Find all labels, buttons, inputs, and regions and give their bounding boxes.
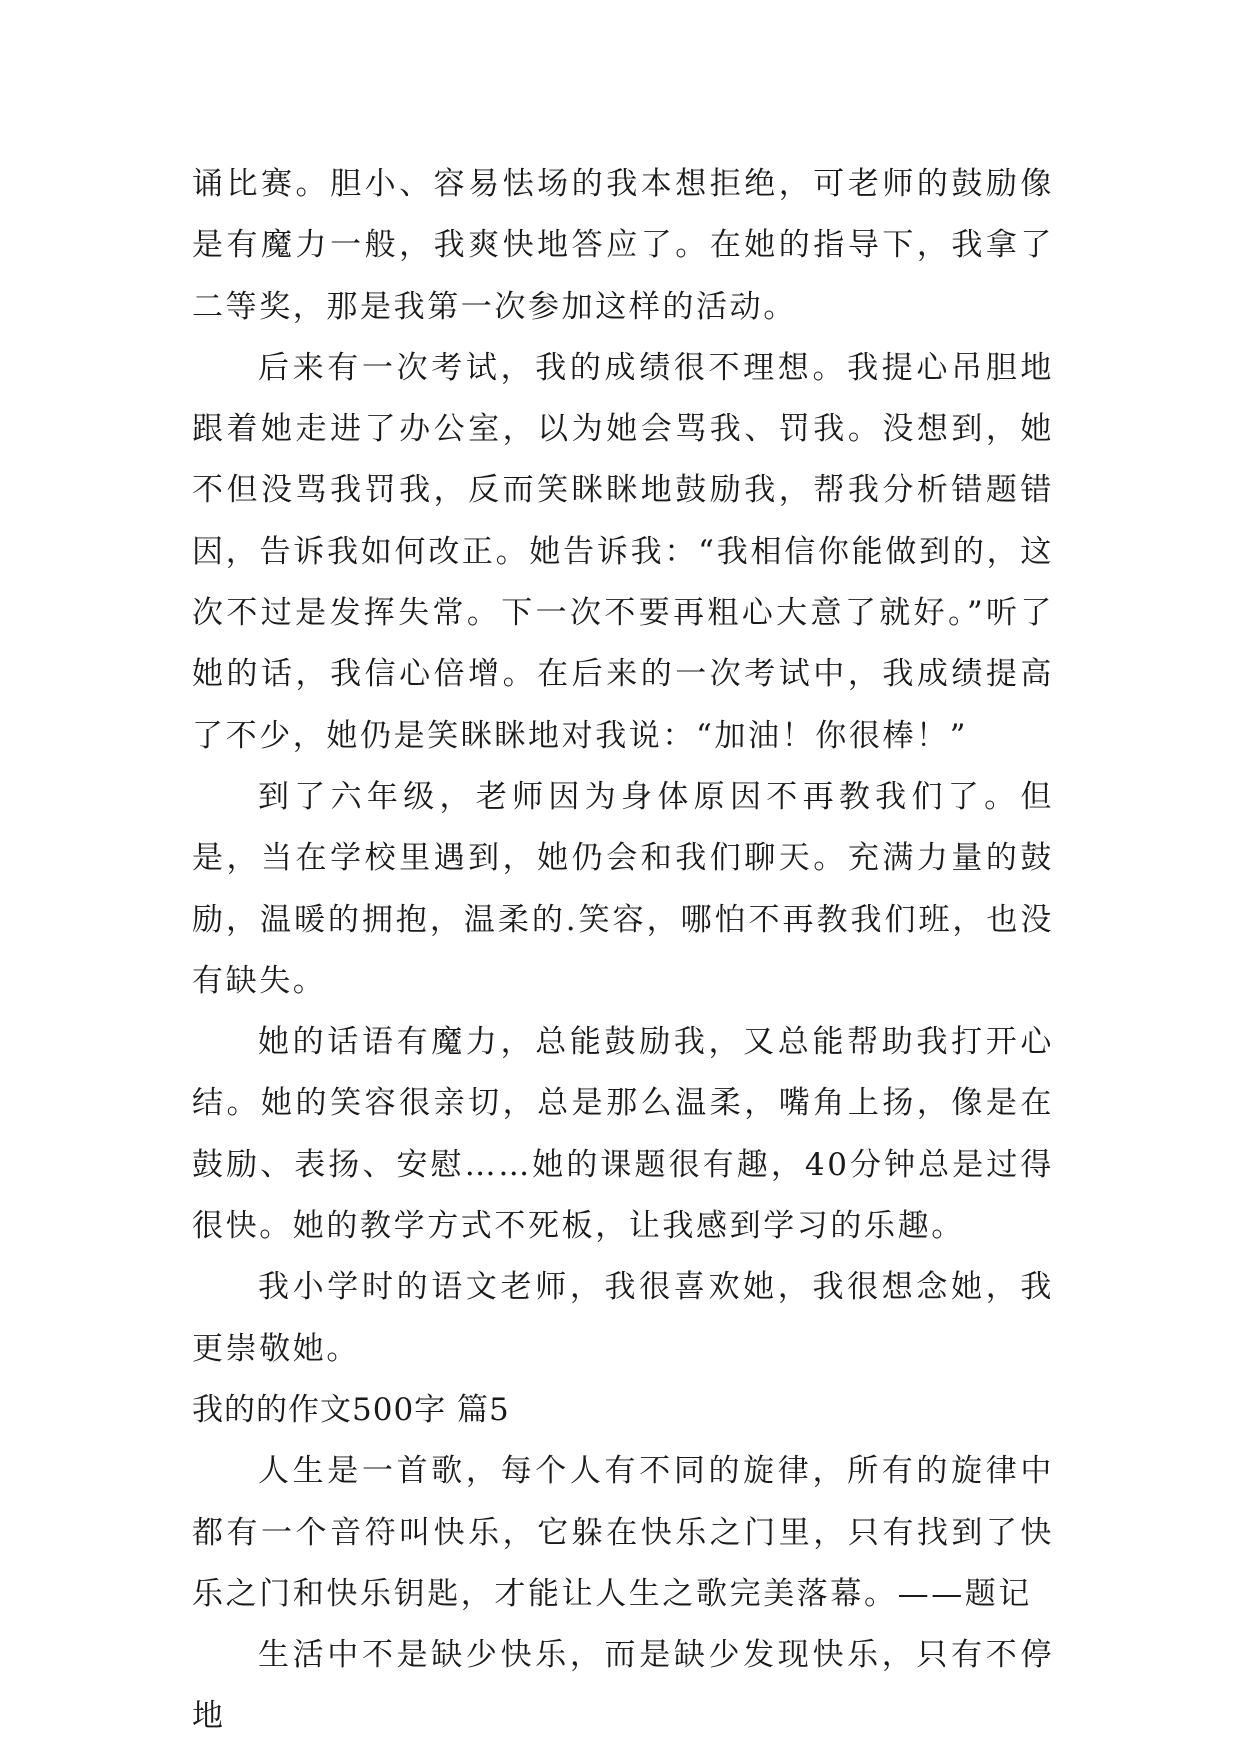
- paragraph-6: 人生是一首歌，每个人有不同的旋律，所有的旋律中都有一个音符叫快乐，它躲在快乐之门里，只有找到了快乐之门和快乐钥匙，才能让人生之歌完美落幕。——题记: [192, 1453, 1054, 1612]
- paragraph-1: 诵比赛。胆小、容易怯场的我本想拒绝，可老师的鼓励像是有魔力一般，我爽快地答应了。在她的指导下，我拿了二等奖，那是我第一次参加这样的活动。: [192, 166, 1054, 325]
- document-page: [192, 154, 1054, 1748]
- paragraph-4: 她的话语有魔力，总能鼓励我，又总能帮助我打开心结。她的笑容很亲切，总是那么温柔，嘴角上扬，像是在鼓励、表扬、安慰……她的课题很有趣，40分钟总是过得很快。她的教学方式不死板，让我感到学习的乐趣。: [192, 1024, 1054, 1245]
- section-heading: 我的的作文500字 篇5: [192, 1391, 510, 1428]
- paragraph-3: 到了六年级，老师因为身体原因不再教我们了。但是，当在学校里遇到，她仍会和我们聊天。充满力量的鼓励，温暖的拥抱，温柔的.笑容，哪怕不再教我们班，也没有缺失。: [192, 778, 1054, 999]
- paragraph-2: 后来有一次考试，我的成绩很不理想。我提心吊胆地跟着她走进了办公室，以为她会骂我、罚我。没想到，她不但没骂我罚我，反而笑眯眯地鼓励我，帮我分析错题错因，告诉我如何改正。她告诉我：“我相信你能做到的，这次不过是发挥失常。下一次不要再粗心大意了就好。”听了她的话，我信心倍增。在后来的一次考试中，我成绩提高了不少，她仍是笑眯眯地对我说：“加油！你很棒！”: [192, 349, 1054, 754]
- paragraph-7: 生活中不是缺少快乐，而是缺少发现快乐，只有不停地: [192, 1637, 1054, 1735]
- paragraph-5: 我小学时的语文老师，我很喜欢她，我很想念她，我更崇敬她。: [192, 1269, 1054, 1367]
